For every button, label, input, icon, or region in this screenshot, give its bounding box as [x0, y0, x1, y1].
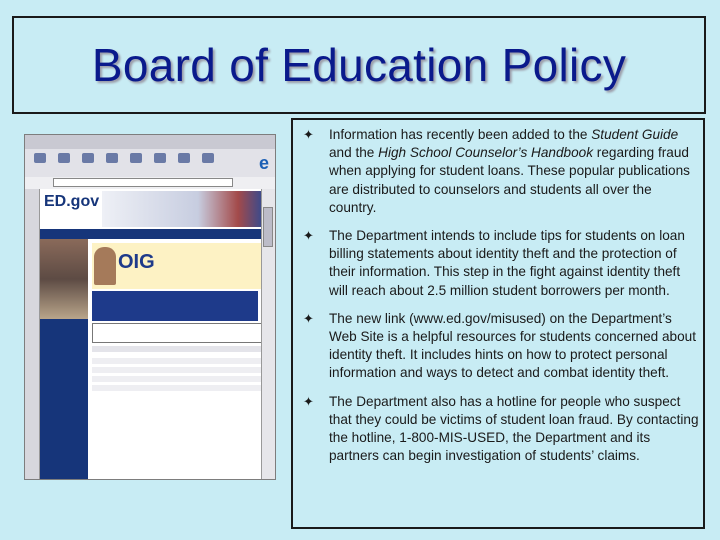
slide-title: Board of Education Policy: [91, 39, 627, 91]
bullet-text: The Department also has a hotline for people who suspect that they could be victims of student loan fraud. By contacting the hotline, 1-800-MIS-USED, the Department and its partners can begin investigation of students’ claims.: [329, 393, 699, 464]
bullet-item: [301, 126, 699, 217]
oig-banner: [92, 243, 262, 289]
bullet-text: and the: [329, 145, 379, 161]
ie-logo-icon: e: [258, 153, 269, 173]
screenshot-scrollbar: [261, 189, 275, 480]
content-box: [291, 118, 705, 529]
title-box: [12, 16, 706, 114]
bullet-item: [301, 227, 699, 300]
screenshot-webpage: [40, 189, 262, 480]
browser-screenshot-image: [24, 134, 276, 480]
bullet-star-icon: ✦: [303, 310, 314, 326]
bullet-text: Information has recently been added to the: [329, 127, 592, 142]
screenshot-photo: [40, 239, 88, 319]
bullet-text: The new link (www.ed.gov/misused) on the Department’s Web Site is a helpful resources for students concerned about identity theft. It includes hints on how to protect personal information and ways to detect and combat identity theft.: [329, 310, 696, 381]
oig-heading: OIG: [118, 251, 155, 273]
bullet-text: regarding fraud when applying for student loans. These popular publications are distributed to counselors and students all over the country.: [329, 145, 690, 215]
screenshot-toolbar: [25, 149, 275, 178]
bullet-star-icon: ✦: [303, 127, 314, 142]
bullet-text: High School Counselor’s Handbook: [378, 145, 594, 161]
bullet-star-icon: ✦: [303, 228, 314, 244]
bullet-text: Student Guide: [591, 127, 679, 142]
screenshot-titlebar: [25, 135, 275, 150]
ed-gov-logo: ED.gov: [44, 193, 100, 210]
screenshot-left-nav: [40, 319, 88, 480]
bullet-star-icon: ✦: [303, 393, 314, 409]
screenshot-links-box: [92, 291, 258, 321]
bullet-text: The Department intends to include tips for students on loan billing statements about identity theft and the protection of their information. This step in the fight against identity theft will reach about 2.5 million student borrowers per month.: [329, 228, 685, 298]
screenshot-content: [92, 323, 262, 480]
bullet-list: [301, 126, 699, 475]
bullet-item: [301, 393, 699, 466]
ed-nav-bar: [40, 229, 262, 239]
bullet-item: [301, 310, 699, 383]
screenshot-side-tabs: [25, 189, 40, 480]
